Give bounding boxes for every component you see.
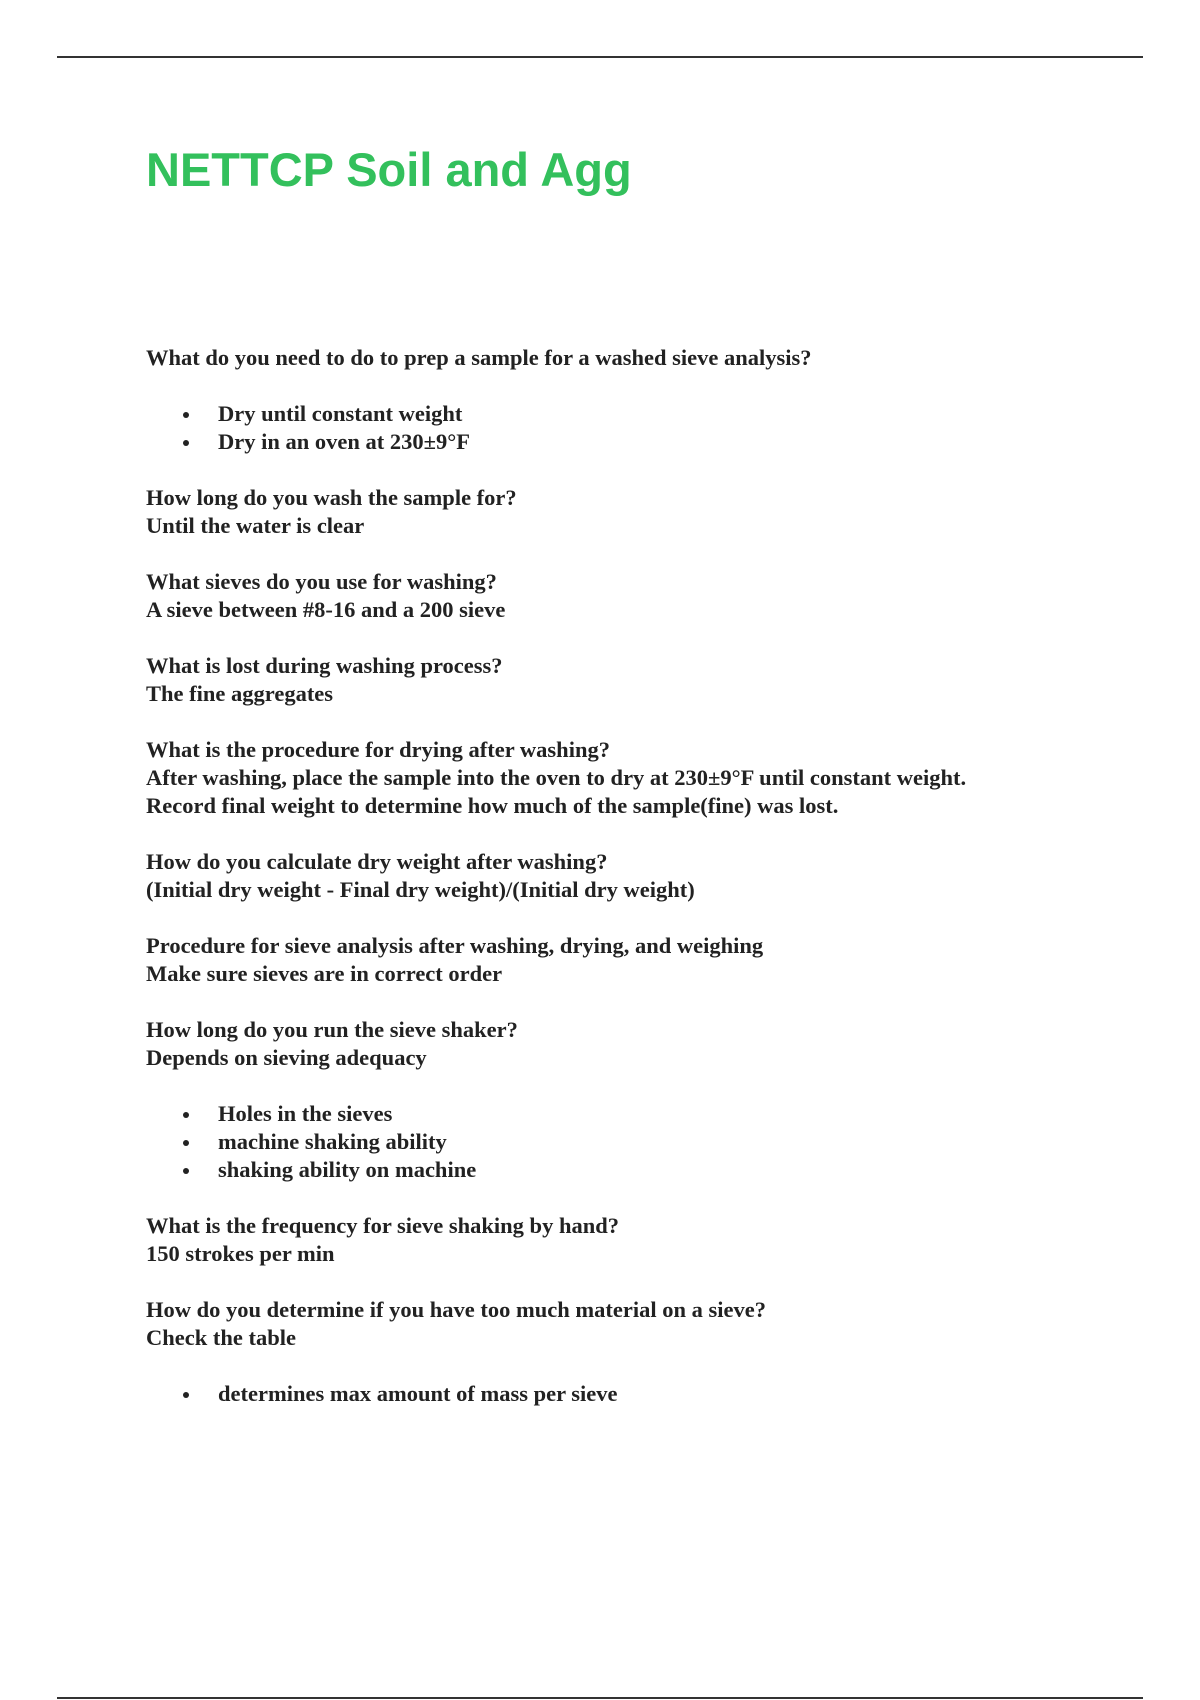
- answer-text: [146, 960, 1066, 988]
- bullet-icon: [183, 1168, 189, 1174]
- bullet-icon: [183, 1392, 189, 1398]
- bullet-icon: [183, 1112, 189, 1118]
- bullet-icon: [183, 1140, 189, 1146]
- question-text: How do you calculate dry weight after washing?: [146, 849, 608, 874]
- qa-item: [146, 1296, 1066, 1408]
- question-text: What sieves do you use for washing?: [146, 569, 497, 594]
- answer-line: 150 strokes per min: [146, 1241, 335, 1266]
- qa-list: [146, 344, 1066, 1408]
- answer-line: The fine aggregates: [146, 681, 334, 706]
- bullet-item: [146, 1156, 1066, 1184]
- bullet-text: Dry in an oven at 230±9°F: [218, 429, 470, 454]
- answer-line: Check the table: [146, 1325, 296, 1350]
- answer-line: Make sure sieves are in correct order: [146, 961, 503, 986]
- bullet-icon: [183, 440, 189, 446]
- document-body: [146, 140, 1066, 1436]
- question-text: What is the frequency for sieve shaking by hand?: [146, 1213, 619, 1238]
- question-text: What is the procedure for drying after washing?: [146, 737, 610, 762]
- answer-text: [146, 1240, 1066, 1268]
- question-text: What is lost during washing process?: [146, 653, 503, 678]
- bullet-icon: [183, 412, 189, 418]
- bottom-rule: [57, 1697, 1143, 1699]
- answer-text: [146, 764, 1066, 820]
- bullet-list: [146, 400, 1066, 456]
- qa-item: [146, 484, 1066, 540]
- answer-line: Depends on sieving adequacy: [146, 1045, 427, 1070]
- qa-item: [146, 932, 1066, 988]
- answer-line: After washing, place the sample into the oven to dry at 230±9°F until constant weight.: [146, 765, 967, 790]
- bullet-text: determines max amount of mass per sieve: [218, 1381, 618, 1406]
- bullet-text: shaking ability on machine: [218, 1157, 477, 1182]
- bullet-list: [146, 1380, 1066, 1408]
- answer-text: [146, 512, 1066, 540]
- question-text: How long do you wash the sample for?: [146, 485, 517, 510]
- bullet-item: [146, 400, 1066, 428]
- answer-text: [146, 680, 1066, 708]
- answer-text: [146, 596, 1066, 624]
- bullet-item: [146, 1380, 1066, 1408]
- bullet-item: [146, 428, 1066, 456]
- page-title: NETTCP Soil and Agg: [146, 143, 632, 196]
- answer-line: Until the water is clear: [146, 513, 365, 538]
- bullet-list: [146, 1100, 1066, 1184]
- top-rule: [57, 56, 1143, 58]
- question-text: How do you determine if you have too much material on a sieve?: [146, 1297, 766, 1322]
- question-text: Procedure for sieve analysis after washing, drying, and weighing: [146, 933, 764, 958]
- qa-item: [146, 736, 1066, 820]
- answer-text: [146, 1324, 1066, 1352]
- question-text: What do you need to do to prep a sample for a washed sieve analysis?: [146, 345, 812, 370]
- qa-item: [146, 568, 1066, 624]
- qa-item: [146, 344, 1066, 456]
- bullet-text: Dry until constant weight: [218, 401, 463, 426]
- bullet-text: machine shaking ability: [218, 1129, 447, 1154]
- question-text: How long do you run the sieve shaker?: [146, 1017, 518, 1042]
- answer-text: [146, 1044, 1066, 1072]
- qa-item: [146, 848, 1066, 904]
- answer-text: [146, 876, 1066, 904]
- answer-line: Record final weight to determine how much of the sample(fine) was lost.: [146, 793, 839, 818]
- answer-line: (Initial dry weight - Final dry weight)/(Initial dry weight): [146, 877, 695, 902]
- bullet-text: Holes in the sieves: [218, 1101, 393, 1126]
- qa-item: [146, 652, 1066, 708]
- bullet-item: [146, 1100, 1066, 1128]
- qa-item: [146, 1212, 1066, 1268]
- answer-line: A sieve between #8-16 and a 200 sieve: [146, 597, 506, 622]
- qa-item: [146, 1016, 1066, 1184]
- bullet-item: [146, 1128, 1066, 1156]
